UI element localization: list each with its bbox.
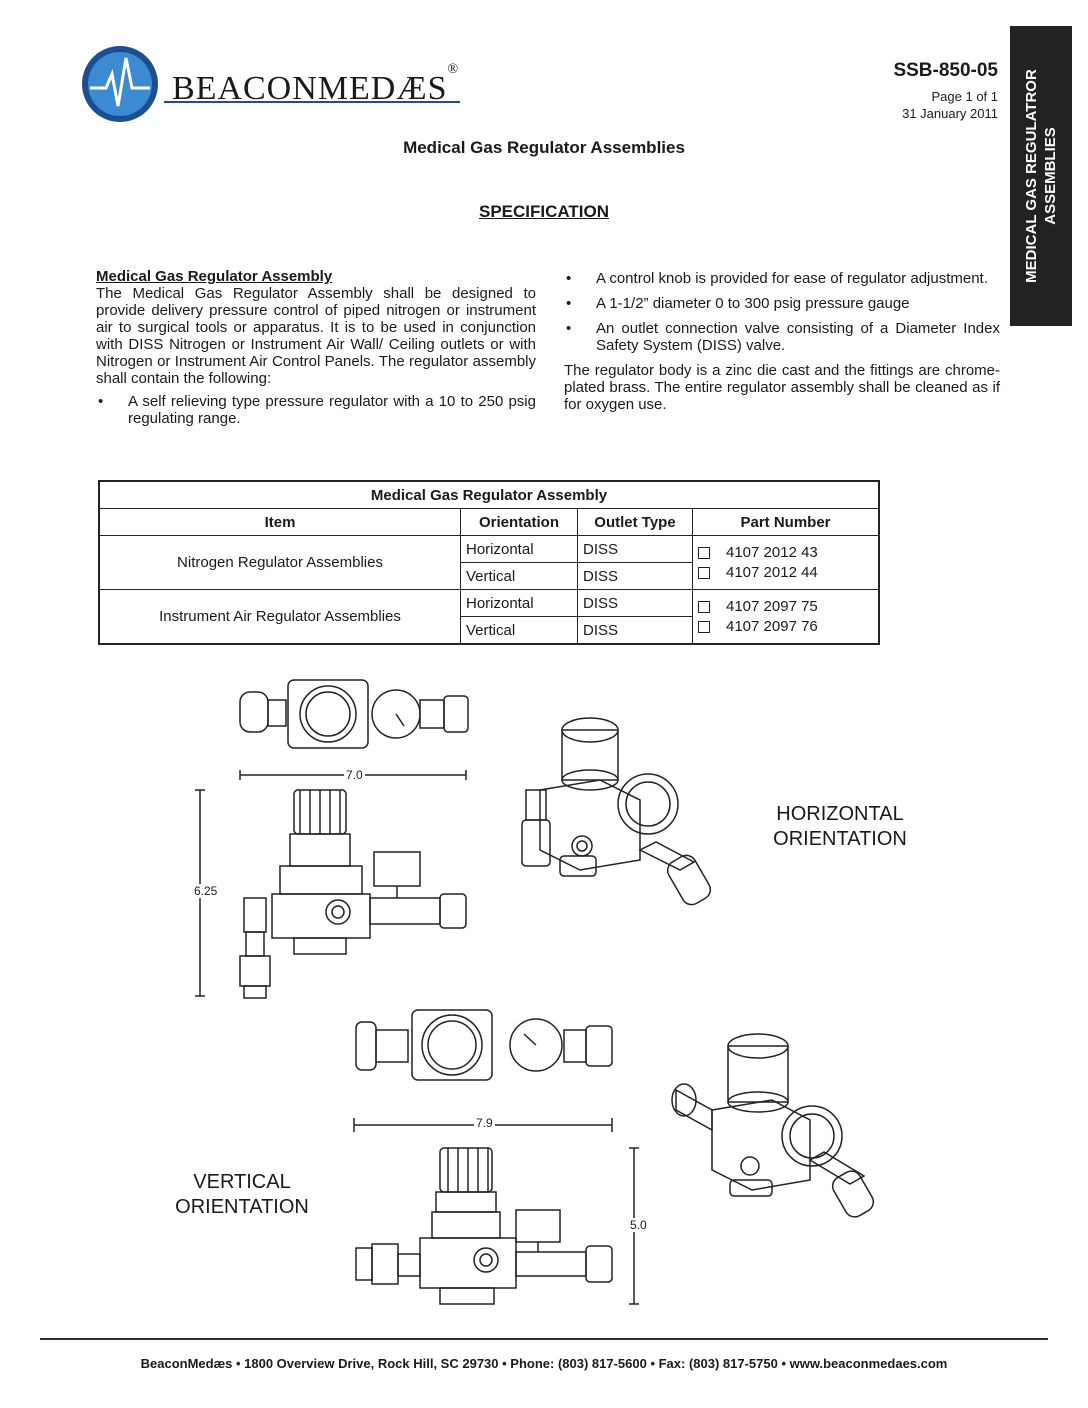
dim-v-height: 5.0 bbox=[630, 1218, 647, 1232]
part-number-cell bbox=[693, 590, 880, 645]
material-paragraph: The regulator body is a zinc die cast and the fittings are chrome-plated brass. The entire regulator assembly shall be cleaned as if for oxygen use. bbox=[564, 362, 1000, 413]
doc-meta bbox=[902, 88, 998, 122]
registered-mark: ® bbox=[447, 62, 460, 77]
bullet-item: • A control knob is provided for ease of regulator adjustment. bbox=[564, 270, 1000, 287]
checkbox[interactable] bbox=[698, 547, 710, 559]
vertical-front-view bbox=[354, 1118, 639, 1304]
footer-contact: BeaconMedæs • 1800 Overview Drive, Rock Hill, SC 29730 • Phone: (803) 817-5600 • Fax: (803) 817-5750 • www.beaconmedaes.com bbox=[140, 1356, 948, 1371]
orientation-cell: Horizontal bbox=[461, 536, 578, 563]
brand-name-part2: MEDÆS bbox=[317, 70, 448, 107]
header-outlet-type: Outlet Type bbox=[578, 509, 693, 536]
assembly-table bbox=[98, 480, 880, 645]
left-column bbox=[96, 268, 536, 435]
part-number: 4107 2097 76 bbox=[726, 617, 818, 635]
checkbox[interactable] bbox=[698, 567, 710, 579]
right-bullets bbox=[564, 270, 1000, 354]
horizontal-isometric-view bbox=[522, 718, 714, 908]
horizontal-orientation-label bbox=[752, 802, 928, 852]
label-line: ORIENTATION bbox=[175, 1196, 309, 1218]
bullet-item: • A 1-1/2” diameter 0 to 300 psig pressure gauge bbox=[564, 295, 1000, 312]
orientation-cell: Vertical bbox=[461, 617, 578, 645]
outlet-cell: DISS bbox=[578, 617, 693, 645]
dim-h-width: 7.0 bbox=[346, 768, 363, 782]
horizontal-top-view bbox=[240, 680, 468, 748]
orientation-cell: Horizontal bbox=[461, 590, 578, 617]
vertical-orientation-label bbox=[160, 1170, 324, 1220]
technical-drawings bbox=[0, 660, 1088, 1340]
section-heading: SPECIFICATION bbox=[478, 202, 610, 221]
orientation-cell: Vertical bbox=[461, 563, 578, 590]
right-column bbox=[564, 270, 1000, 413]
horizontal-front-view bbox=[195, 770, 466, 998]
doc-id: SSB-850-05 bbox=[893, 60, 998, 81]
bullet-item: • An outlet connection valve consisting of a Diameter Index Safety System (DISS) valve. bbox=[564, 320, 1000, 354]
intro-paragraph: The Medical Gas Regulator Assembly shall be designed to provide delivery pressure control of piped nitrogen or instrument air to surgical tools or apparatus. It is to be used in conjunction with DISS Nitrogen or Instrument Air Wall/ Ceiling outlets or with Nitrogen or Instrument Air Control Panels. The regulator assembly shall contain the following: bbox=[96, 285, 536, 387]
dim-v-width: 7.9 bbox=[476, 1116, 493, 1130]
header-orientation: Orientation bbox=[461, 509, 578, 536]
outlet-cell: DISS bbox=[578, 536, 693, 563]
part-number: 4107 2012 44 bbox=[726, 563, 818, 581]
brand-name-part1: BEACON bbox=[172, 70, 318, 107]
table-caption: Medical Gas Regulator Assembly bbox=[99, 481, 879, 509]
part-number: 4107 2097 75 bbox=[726, 597, 818, 615]
checkbox[interactable] bbox=[698, 621, 710, 633]
checkbox[interactable] bbox=[698, 601, 710, 613]
part-number: 4107 2012 43 bbox=[726, 543, 818, 561]
side-tab-line2: ASSEMBLIES bbox=[1042, 127, 1059, 225]
header-item: Item bbox=[99, 509, 461, 536]
dim-h-height: 6.25 bbox=[194, 884, 218, 898]
doc-page: Page 1 of 1 bbox=[931, 89, 998, 104]
outlet-cell: DISS bbox=[578, 590, 693, 617]
side-tab-line1: MEDICAL GAS REGULATROR bbox=[1023, 69, 1040, 283]
header-part-number: Part Number bbox=[693, 509, 880, 536]
table-row bbox=[99, 536, 879, 563]
vertical-isometric-view bbox=[672, 1034, 877, 1221]
vertical-top-view bbox=[356, 1010, 612, 1080]
page-title: Medical Gas Regulator Assemblies bbox=[403, 138, 685, 157]
doc-date: 31 January 2011 bbox=[902, 106, 998, 121]
item-cell: Nitrogen Regulator Assemblies bbox=[99, 536, 461, 590]
part-number-cell bbox=[693, 536, 880, 590]
side-tab bbox=[1010, 26, 1072, 326]
subheading: Medical Gas Regulator Assembly bbox=[96, 268, 333, 285]
item-cell: Instrument Air Regulator Assemblies bbox=[99, 590, 461, 645]
outlet-cell: DISS bbox=[578, 563, 693, 590]
left-bullets bbox=[96, 393, 536, 427]
label-line: ORIENTATION bbox=[773, 828, 907, 850]
footer-divider bbox=[40, 1338, 1048, 1340]
bullet-item: • A self relieving type pressure regulator with a 10 to 250 psig regulating range. bbox=[96, 393, 536, 427]
label-line: VERTICAL bbox=[193, 1171, 291, 1193]
brand-logo bbox=[80, 44, 480, 128]
table-row bbox=[99, 590, 879, 617]
label-line: HORIZONTAL bbox=[776, 803, 904, 825]
